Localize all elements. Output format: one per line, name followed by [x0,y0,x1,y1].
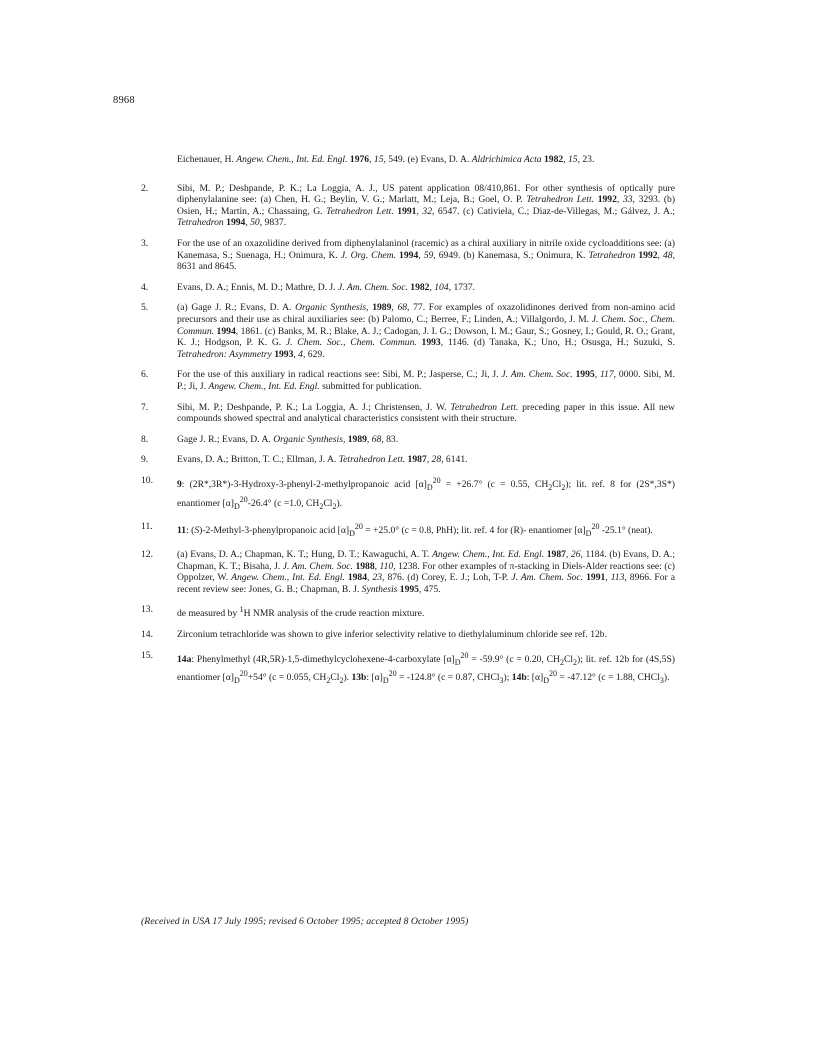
reference-number: 13. [141,604,153,616]
reference-text: Evans, D. A.; Ennis, M. D.; Mathre, D. J. J. Am. Chem. Soc. 1982, 104, 1737. [177,281,476,293]
reference-item [141,302,675,360]
reference-text: Sibi, M. P.; Deshpande, P. K.; La Loggia, A. J.; Christensen, J. W. Tetrahedron Lett. preceding paper in this issue. All new compounds showed spectral and analytical characteristics consistent with their structure. [177,401,675,425]
reference-item [141,238,675,273]
reference-text: Sibi, M. P.; Deshpande, P. K.; La Loggia, A. J., US patent application 08/410,861. For other synthesis of optically pure diphenylalanine see: (a) Chen, H. G.; Beylin, V. G.; Marlatt, M.; Leja, B.; Goel, O. P. Tetrahedron Lett. 1992, 33, 3293. (b) Osien, H.; Martin, A.; Chassaing, G. Tetrahedron Lett. 1991, 32, 6547. (c) Cativiela, C.; Diaz-de-Villegas, M.; Gálvez, J. A.; Tetrahedron 1994, 50, 9837. [177,182,676,229]
reference-number: 8. [141,433,149,445]
reference-item [141,369,675,392]
reference-text: 14a: Phenylmethyl (4R,5R)-1,5-dimethylcyclohexene-4-carboxylate $[\alpha]_D^{20} = -59.9^\circ$ (c = 0.20, $CH_2Cl_2$); lit. ref. 12b for (4S,5S) enantiomer $[\alpha]_D^{20}+54^\circ$ (c = 0.055, $CH_2Cl_2$). 13b: $[\alpha]_D^{20} = -124.8^\circ$ (c = 0.87, CHCl$_3$); 14b: $[\alpha]_D^{20} = -47.12^\circ$ (c = 1.88, CHCl$_3$). [177,650,675,686]
reference-number: 3. [141,237,149,249]
reference-item [141,604,675,620]
reference-number: 6. [141,369,149,381]
reference-item [141,521,675,540]
reference-number: 15. [141,649,153,661]
reference-number: 4. [141,281,149,293]
reference-text: 11: (S)-2-Methyl-3-phenylpropanoic acid $[\alpha]_D^{20} = +25.0^\circ$ (c = 0.8, PhH); lit. ref. 4 for (R)- enantiomer $[\alpha]_D^{20}$ -25.1° (neat). [177,522,653,539]
reference-text: (a) Evans, D. A.; Chapman, K. T.; Hung, D. T.; Kawaguchi, A. T. Angew. Chem., Int. Ed. Engl. 1987, 26, 1184. (b) Evans, D. A.; Chapman, K. T.; Bisaha, J. J. Am. Chem. Soc. 1988, 110, 1238. For other examples of π-stacking in Diels-Alder reactions see: (c) Oppolzer, W. Angew. Chem., Int. Ed. Engl. 1984, 23, 876. (d) Corey, E. J.; Loh, T-P. J. Am. Chem. Soc. 1991, 113, 8966. For a recent review see: Jones, G. B.; Chapman, B. J. Synthesis 1995, 475. [177,548,676,595]
reference-text: Evans, D. A.; Britton, T. C.; Ellman, J. A. Tetrahedron Lett. 1987, 28, 6141. [177,454,468,466]
reference-number: 2. [141,182,149,194]
reference-text: 9: (2R*,3R*)-3-Hydroxy-3-phenyl-2-methylpropanoic acid $[\alpha]_D^{20} = +26.7^\circ$ (c = 0.55, $CH_2Cl_2$); lit. ref. 8 for (2S*,3S*) enantiomer $[\alpha]_D^{20}-26.4^\circ$ (c =1.0, $CH_2Cl_2$). [177,475,675,511]
reference-item [141,549,675,595]
page-number: 8968 [113,95,135,106]
reference-item [141,454,675,466]
references-list [141,154,675,696]
reference-text: Gage J. R.; Evans, D. A. Organic Synthesis, 1989, 68, 83. [177,433,399,445]
reference-text: Zirconium tetrachloride was shown to give inferior selectivity relative to diethylaluminum chloride see ref. 12b. [177,629,607,641]
reference-number: 5. [141,302,149,314]
reference-item [141,282,675,294]
reference-text: For the use of an oxazolidine derived from diphenylalaninol (racemic) as a chiral auxiliary in nitrile oxide cycloadditions see: (a) Kanemasa, S.; Suenaga, H.; Onimura, K. J. Org. Chem. 1994, 59, 6949. (b) Kanemasa, S.; Onimura, K. Tetrahedron 1992, 48, 8631 and 8645. [177,237,675,273]
reference-item [141,434,675,446]
reference-item [141,183,675,229]
received-dates: (Received in USA 17 July 1995; revised 6 October 1995; accepted 8 October 1995) [141,916,469,927]
reference-text: For the use of this auxiliary in radical reactions see: Sibi, M. P.; Jasperse, C.; Ji, J. J. Am. Chem. Soc. 1995, 117, 0000. Sibi, M. P.; Ji, J. Angew. Chem., Int. Ed. Engl. submitted for publication. [177,369,675,392]
reference-item [141,629,675,641]
reference-text: Eichenauer, H. Angew. Chem., Int. Ed. Engl. 1976, 15, 549. (e) Evans, D. A. Aldrichimica Acta 1982, 15, 23. [177,154,595,165]
reference-text: de measured by $^1$H NMR analysis of the crude reaction mixture. [177,605,425,620]
reference-text: (a) Gage J. R.; Evans, D. A. Organic Synthesis, 1989, 68, 77. For examples of oxazolidinones derived from non-amino acid precursors and their use as chiral auxiliaries see: (b) Palomo, C.; Berree, F.; Linden, A.; Villalgordo, J. M. J. Chem. Soc., Chem. Commun. 1994, 1861. (c) Banks, M. R.; Blake, A. J.; Cadogan, J. I. G.; Dowson, I. M.; Gaur, S.; Gosney, I.; Gould, R. O.; Grant, K. J.; Hodgson, P. K. G. J. Chem. Soc., Chem. Commun. 1993, 1146. (d) Tanaka, K.; Uno, H.; Osusga, H.; Suzuki, S. Tetrahedron: Asymmetry 1993, 4, 629. [177,302,676,360]
reference-item [141,475,675,512]
reference-item [141,402,675,425]
reference-number: 10. [141,474,153,486]
reference-number: 14. [141,629,153,641]
reference-item [141,650,675,687]
reference-item [141,154,675,166]
reference-number: 11. [141,521,153,533]
reference-number: 12. [141,548,153,560]
reference-number: 9. [141,454,149,466]
reference-number: 7. [141,401,149,413]
